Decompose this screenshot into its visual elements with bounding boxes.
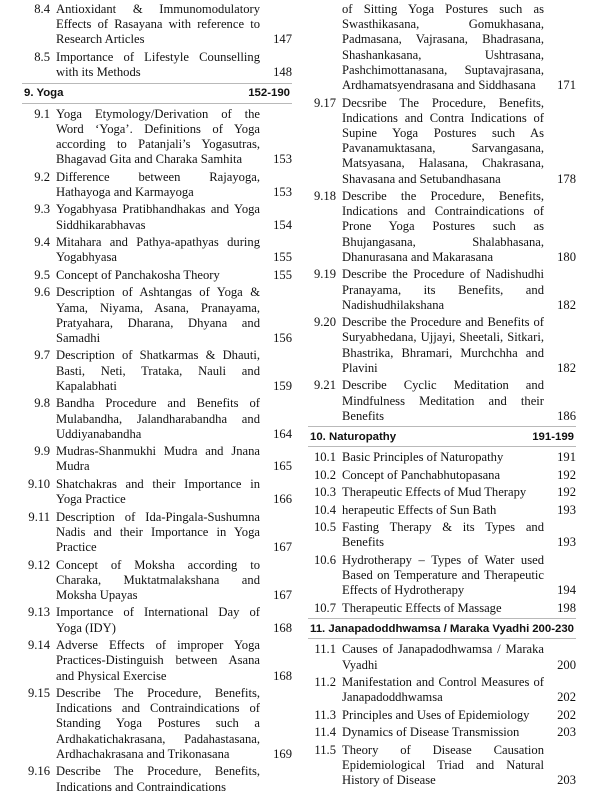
entry-title: herapeutic Effects of Sun Bath [342,502,497,517]
entry-page-number: 148 [273,65,292,80]
toc-entry [22,605,292,635]
entry-title: Mitahara and Pathya-apathyas during Yogabhyasa [56,235,260,265]
toc-entry [22,285,292,346]
entry-page-number: 159 [273,378,292,393]
entry-page-number: 153 [273,152,292,167]
entry-title: Adverse Effects of improper Yoga Practices-Distinguish between Asana and Physical Exercise [56,638,260,683]
entry-number: 9.17 [313,95,336,110]
entry-number: 9.15 [27,686,50,701]
entry-title: Causes of Janapadodhwamsa / Maraka Vyadhi [342,642,544,672]
toc-entry [22,444,292,474]
entry-number: 11.5 [314,742,336,757]
entry-number: 9.16 [27,764,50,779]
entry-page-number: 156 [273,330,292,345]
entry-page-number: 180 [557,249,576,264]
entry-title: Bandha Procedure and Benefits of Mulabandha, Jalandharabandha and Uddiyanabandha [56,396,260,441]
entry-page-number: 200 [557,657,576,672]
toc-entry [308,708,576,723]
entry-title: Basic Principles of Naturopathy [342,450,504,465]
entry-page-number: 168 [273,620,292,635]
toc-entry [308,520,576,550]
entry-title: Yoga Etymology/Derivation of the Word ‘Yoga’. Definitions of Yoga according to Patanjali’s Yogasutras, Bhagavad Gita and Charaka Samhita [56,106,260,167]
toc-entry [22,764,292,794]
entry-title: Dynamics of Disease Transmission [342,725,520,740]
toc-entry [308,503,576,518]
toc-entry [308,2,576,93]
entry-title: of Sitting Yoga Postures such as Swasthikasana, Gomukhasana, Padmasana, Vajrasana, Bhadrasana, Shashankasana, Ushtrasana, Pashchimottanasana, Suptavajrasana, Ardhamatsyendrasana and Siddhasana [342,2,544,93]
entry-page-number: 169 [273,746,292,761]
entry-number: 9.6 [34,285,50,300]
entry-title: Description of Ida-Pingala-Sushumna Nadis and their Importance in Yoga Practice [56,509,260,555]
entry-title: Concept of Panchakosha Theory [56,267,220,282]
entry-title: Manifestation and Control Measures of Janapadoddhwamsa [342,675,544,705]
section-heading [308,426,576,447]
toc-entry [308,189,576,265]
entry-page-number: 198 [557,600,576,615]
left-column [22,2,292,797]
section-heading [308,618,576,639]
toc-entry [22,170,292,200]
entry-number: 9.4 [34,235,50,250]
entry-title: Importance of International Day of Yoga (IDY) [56,605,260,635]
toc-entry [22,510,292,556]
entry-number: 9.9 [34,444,50,459]
toc-entry [22,396,292,442]
toc-entry [308,267,576,313]
entry-page-number: 153 [273,184,292,199]
entry-title: Describe the Procedure and Benefits of Suryabhedana, Ujjayi, Sheetali, Sitkari, Bhastrika, Bhramari, Murchchha and Plavini [342,315,544,375]
toc-entry [308,553,576,599]
entry-number: 11.3 [314,707,336,722]
toc-entry [22,50,292,80]
entry-page-number: 202 [557,690,576,705]
entry-number: 11.4 [314,725,336,740]
entry-page-number: 192 [557,467,576,482]
entry-title: Description of Shatkarmas & Dhauti, Basti, Neti, Trataka, Nauli and Kapalabhati [56,348,260,393]
toc-entry [22,558,292,604]
entry-page-number: 193 [557,535,576,550]
entry-number: 9.10 [27,476,50,491]
entry-number: 9.1 [34,106,50,121]
entry-number: 8.4 [34,2,50,16]
toc-entry [308,96,576,187]
entry-number: 11.1 [314,642,336,657]
entry-number: 9.11 [28,509,50,524]
toc-entry [308,450,576,465]
toc-entry [22,268,292,283]
entry-page-number: 191 [557,450,576,465]
entry-page-number: 164 [273,426,292,441]
entry-number: 9.3 [34,202,50,217]
toc-entry [308,601,576,616]
entry-number: 9.21 [313,378,336,393]
toc-entry [22,348,292,394]
entry-number: 9.19 [313,267,336,282]
toc-entry [308,743,576,789]
entry-title: Description of Ashtangas of Yoga & Yama, Niyama, Asana, Pranayama, Pratyahara, Dharana, Dhyana and Samadhi [56,285,260,345]
entry-page-number: 154 [273,217,292,232]
toc-entry [22,638,292,684]
entry-page-number: 186 [557,408,576,423]
entry-page-number: 155 [273,267,292,282]
entry-number: 10.1 [313,450,336,465]
section-title: 11. Janapadoddhwamsa / Maraka Vyadhi [310,622,530,635]
entry-page-number: 155 [273,250,292,265]
section-heading [22,83,292,104]
entry-title: Therapeutic Effects of Massage [342,600,502,615]
entry-page-number: 203 [557,773,576,788]
entry-title: Describe The Procedure, Benefits, Indications and Contraindications of Standing Yoga Postures such a Ardhakatichakrasana, Padahastasana, Ardhachakrasana and Trikonasana [56,686,260,761]
entry-number: 10.5 [313,520,336,535]
entry-number: 10.4 [313,502,336,517]
entry-page-number: 168 [273,668,292,683]
entry-title: Antioxidant & Immunomodulatory Effects of Rasayana with reference to Research Articles [56,2,260,47]
entry-page-number: 202 [557,707,576,722]
entry-number: 9.7 [34,348,50,363]
toc-entry [308,675,576,705]
entry-number: 11.2 [314,675,336,690]
entry-title: Decsribe The Procedure, Benefits, Indications and Contra Indications of Supine Yoga Postures such As Pavanamuktasana, Sarvangasana, Matsyasana, Halasana, Chakrasana, Shavasana and Setubandhasana [342,95,544,186]
section-title: 9. Yoga [24,87,64,100]
toc-entry [22,202,292,232]
toc-entry [308,725,576,740]
entry-title: Principles and Uses of Epidemiology [342,707,530,722]
entry-title: Theory of Disease Causation Epidemiological Triad and Natural History of Disease [342,742,544,788]
toc-entry [308,315,576,376]
section-page-range: 152-190 [248,87,290,100]
toc-entry [22,235,292,265]
entry-number: 9.13 [27,605,50,620]
entry-title: Concept of Moksha according to Charaka, Muktatmalakshana and Moksha Upayas [56,557,260,602]
entry-page-number: 193 [557,502,576,517]
entry-number: 9.14 [27,638,50,653]
entry-title: Shatchakras and their Importance in Yoga Practice [56,476,260,507]
entry-number: 10.6 [313,552,336,567]
entry-number: 10.3 [313,485,336,500]
entry-title: Describe the Procedure of Nadishudhi Pranayama, its Benefits, and Nadishudhilakshana [342,267,544,312]
entry-title: Describe The Procedure, Benefits, Indications and Contraindications [56,764,260,794]
section-page-range: 200-230 [532,622,574,635]
entry-number: 9.8 [34,396,50,411]
entry-title: Fasting Therapy & its Types and Benefits [342,520,544,550]
toc-entry [308,378,576,424]
entry-title: Therapeutic Effects of Mud Therapy [342,485,527,500]
toc-entry [308,642,576,672]
entry-title: Importance of Lifestyle Counselling with its Methods [56,49,260,80]
entry-number: 10.7 [313,600,336,615]
entry-title: Describe Cyclic Meditation and Mindfulness Meditation and their Benefits [342,378,544,423]
entry-number: 8.5 [34,49,50,64]
entry-page-number: 171 [557,78,576,93]
entry-page-number: 203 [557,725,576,740]
entry-title: Difference between Rajayoga, Hathayoga and Karmayoga [56,169,260,199]
right-column [308,2,576,791]
section-page-range: 191-199 [532,430,574,443]
entry-title: Concept of Panchabhutopasana [342,467,501,482]
entry-page-number: 166 [273,492,292,507]
toc-entry [308,485,576,500]
entry-title: Mudras-Shanmukhi Mudra and Jnana Mudra [56,444,260,474]
entry-title: Describe the Procedure, Benefits, Indications and Contraindications of Prone Yoga Postures such as Bhujangasana, Shalabhasana, Dhanurasana and Makarasana [342,189,544,264]
entry-page-number: 147 [273,32,292,47]
toc-entry [22,477,292,507]
entry-page-number: 167 [273,540,292,555]
entry-page-number: 182 [557,297,576,312]
entry-title: Yogabhyasa Pratibhandhakas and Yoga Siddhikarabhavas [56,202,260,232]
entry-number: 9.5 [34,267,50,282]
section-title: 10. Naturopathy [310,430,397,443]
entry-number: 9.18 [313,189,336,204]
toc-entry [22,686,292,762]
entry-page-number: 165 [273,459,292,474]
entry-page-number: 194 [557,583,576,598]
entry-page-number: 182 [557,360,576,375]
toc-entry [22,107,292,168]
entry-page-number: 178 [557,171,576,186]
entry-page-number: 167 [273,587,292,602]
entry-page-number: 192 [557,485,576,500]
toc-entry [22,2,292,48]
toc-entry [308,468,576,483]
entry-number: 9.20 [313,315,336,330]
entry-title: Hydrotherapy – Types of Water used Based on Temperature and Therapeutic Effects of Hydrotherapy [342,552,544,598]
entry-number: 9.12 [27,557,50,572]
entry-number: 9.2 [34,169,50,184]
entry-number: 10.2 [313,467,336,482]
